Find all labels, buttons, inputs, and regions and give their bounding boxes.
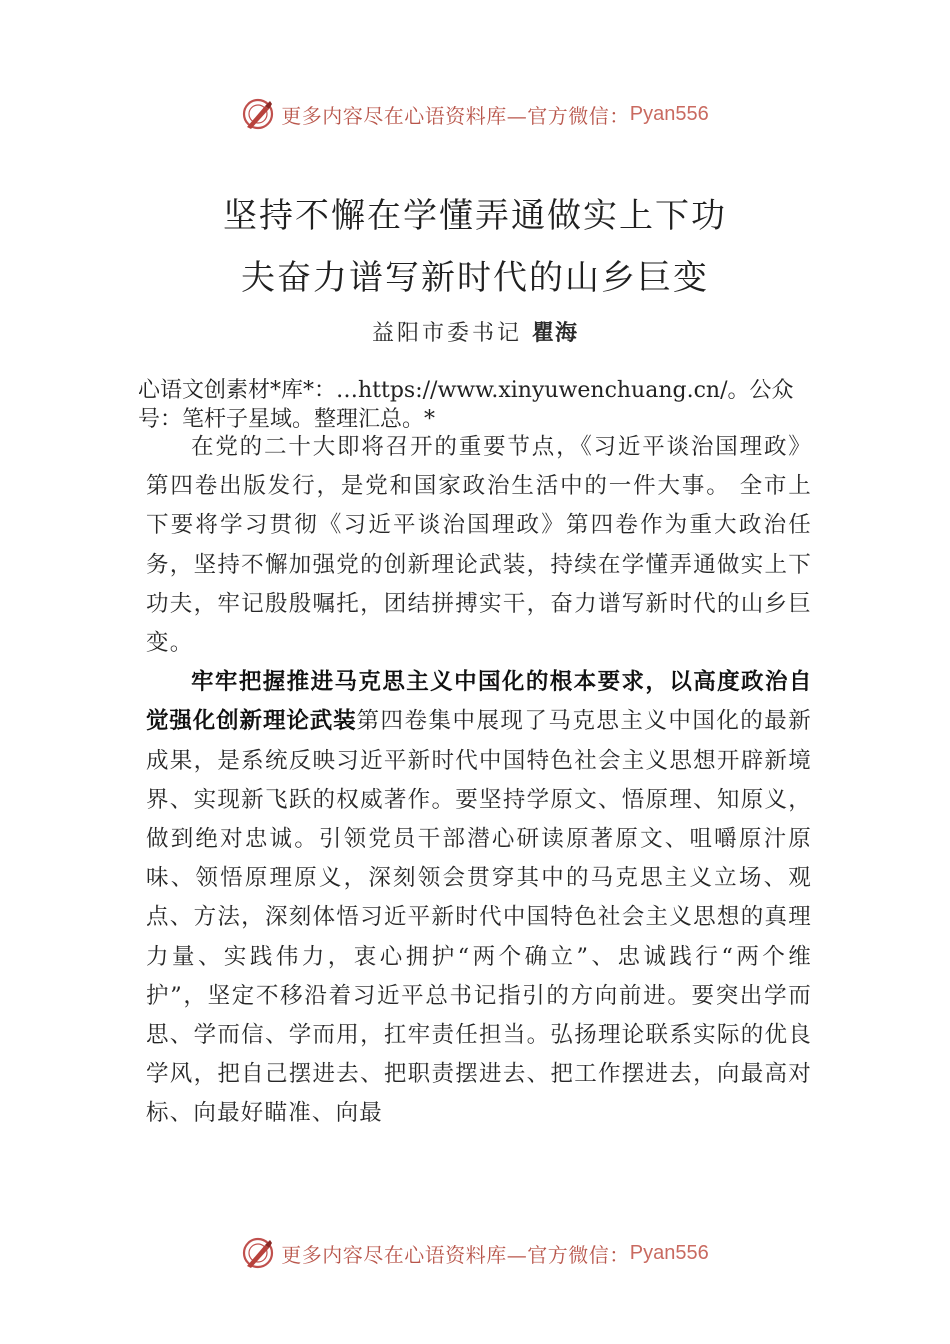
document-title-line2: 夫奋力谱写新时代的山乡巨变 — [241, 258, 709, 298]
source-note: 心语文创素材*库*：…https://www.xinyuwenchuang.cn/。公众号：笔杆子星域。整理汇总。* — [138, 378, 794, 432]
paragraph-text: 第四卷集中展现了马克思主义中国化的最新成果，是系统反映习近平新时代中国特色社会主义思想开辟新境界、实现新飞跃的权威著作。要坚持学原文、悟原理、知原义，做到绝对忠诚。引领党员干部潜心研读原著原文、咀嚼原汁原味、领悟原理原义，深刻领会贯穿其中的马克思主义立场、观点、方法，深刻体悟习近平新时代中国特色社会主义思想的真理力量、实践伟力，衷心拥护“两个确立”、忠诚践行“两个维护”，坚定不移沿着习近平总书记指引的方向前进。要突出学而思、学而信、学而用，扛牢责任担当。弘扬理论联系实际的优良学风，把自己摆进去、把职责摆进去、把工作摆进去，向最高对标、向最好瞄准、向最 — [146, 708, 812, 1127]
author-name: 瞿海 — [532, 321, 579, 346]
banner-text: 更多内容尽在心语资料库—官方微信： — [281, 103, 630, 128]
document-body — [146, 428, 812, 1134]
pen-logo-icon — [241, 97, 275, 131]
author-role: 益阳市委书记 — [371, 321, 522, 346]
footer-watermark-banner — [0, 1233, 950, 1273]
banner-wechat-id: Pyan556 — [629, 102, 709, 125]
author-line — [0, 316, 950, 347]
banner-text: 更多内容尽在心语资料库—官方微信： — [281, 1242, 630, 1267]
pen-logo-icon — [241, 1236, 275, 1270]
paragraph — [146, 663, 812, 1133]
paragraph: 在党的二十大即将召开的重要节点，《习近平谈治国理政》第四卷出版发行，是党和国家政治生活中的一件大事。 全市上下要将学习贯彻《习近平谈治国理政》第四卷作为重大政治任务，坚持不懈加强党的创新理论武装，持续在学懂弄通做实上下功夫，牢记殷殷嘱托，团结拼搏实干，奋力谱写新时代的山乡巨变。 — [146, 434, 812, 657]
header-watermark-banner — [0, 94, 950, 134]
banner-wechat-id: Pyan556 — [629, 1241, 709, 1264]
document-title-line1: 坚持不懈在学懂弄通做实上下功 — [223, 196, 727, 236]
paragraph-lead-heading: 牢牢把握推进马克思主义中国化的根本要求，以高度政治自觉强化创新理论武装 — [146, 669, 812, 735]
